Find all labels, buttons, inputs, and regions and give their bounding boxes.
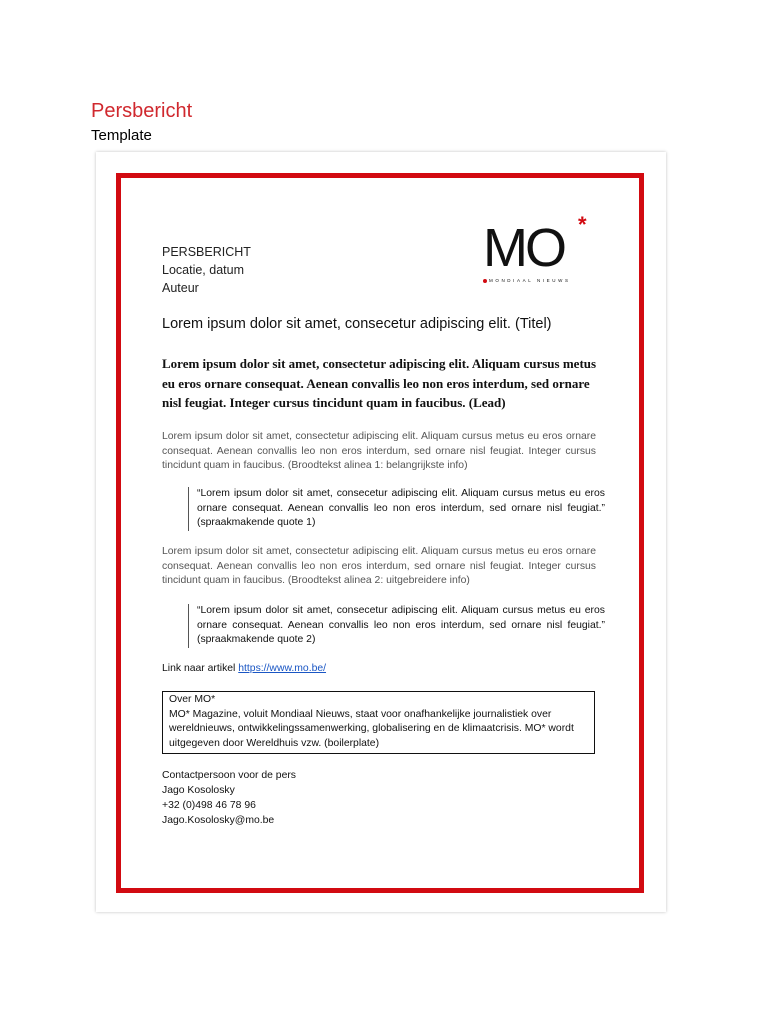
page-subtitle: Template bbox=[91, 127, 152, 144]
page-title: Persbericht bbox=[91, 100, 193, 122]
boilerplate-title: Over MO* bbox=[169, 694, 216, 705]
logo-dot-icon bbox=[483, 279, 487, 283]
contact-heading: Contactpersoon voor de pers bbox=[162, 770, 297, 781]
author: Auteur bbox=[162, 281, 199, 295]
article-link-label: Link naar artikel bbox=[162, 663, 236, 674]
release-lead: Lorem ipsum dolor sit amet, consectetur adipiscing elit. Aliquam cursus metus eu eros ornare consequat. Aenean convallis leo non eros interdum, sed ornare nisl feugiat. Integer cursus tincidunt quam in faucibus. (Lead) bbox=[162, 356, 597, 410]
boilerplate-text: MO* Magazine, voluit Mondiaal Nieuws, staat voor onafhankelijke journalistiek over wereldnieuws, ontwikkelingssamenwerking, globalisering en de klimaatcrisis. MO* wordt uitgegeven door Wereldhuis vzw. (boilerplate) bbox=[169, 708, 574, 749]
boilerplate-box bbox=[162, 691, 595, 754]
quote-2: “Lorem ipsum dolor sit amet, consecetur adipiscing elit. Aliquam cursus metus eu eros ornare consequat. Aenean convallis leo non eros interdum, sed ornare nisl feugiat.” (spraakmakende quote 2) bbox=[188, 604, 605, 648]
contact-name: Jago Kosolosky bbox=[162, 785, 235, 796]
body-paragraph-1: Lorem ipsum dolor sit amet, consectetur adipiscing elit. Aliquam cursus metus eu eros ornare consequat. Aenean convallis leo non eros interdum, sed ornare nisl feugiat. Integer cursus tincidunt quam in faucibus. (Broodtekst alinea 1: belangrijkste info) bbox=[162, 431, 596, 471]
document-header-meta bbox=[162, 243, 251, 297]
press-contact bbox=[162, 768, 296, 828]
logo-wordmark: MO bbox=[483, 218, 564, 278]
logo-tagline-text: MONDIAAL NIEUWS bbox=[489, 278, 571, 283]
logo-tagline bbox=[483, 278, 593, 283]
contact-phone: +32 (0)498 46 78 96 bbox=[162, 800, 256, 811]
location-date: Locatie, datum bbox=[162, 263, 244, 277]
mo-logo bbox=[483, 212, 593, 288]
release-title: Lorem ipsum dolor sit amet, consecetur adipiscing elit. (Titel) bbox=[162, 316, 552, 332]
contact-email: Jago.Kosolosky@mo.be bbox=[162, 815, 275, 826]
logo-star: * bbox=[578, 212, 587, 237]
article-link[interactable]: https://www.mo.be/ bbox=[238, 663, 327, 674]
quote-1: “Lorem ipsum dolor sit amet, consecetur adipiscing elit. Aliquam cursus metus eu eros ornare consequat. Aenean convallis leo non eros interdum, sed ornare nisl feugiat.” (spraakmakende quote 1) bbox=[188, 487, 605, 531]
body-paragraph-2: Lorem ipsum dolor sit amet, consectetur adipiscing elit. Aliquam cursus metus eu eros ornare consequat. Aenean convallis leo non eros interdum, sed ornare nisl feugiat. Integer cursus tincidunt quam in faucibus. (Broodtekst alinea 2: uitgebreidere info) bbox=[162, 546, 596, 586]
article-link-line bbox=[162, 662, 326, 677]
press-release-label: PERSBERICHT bbox=[162, 245, 251, 259]
